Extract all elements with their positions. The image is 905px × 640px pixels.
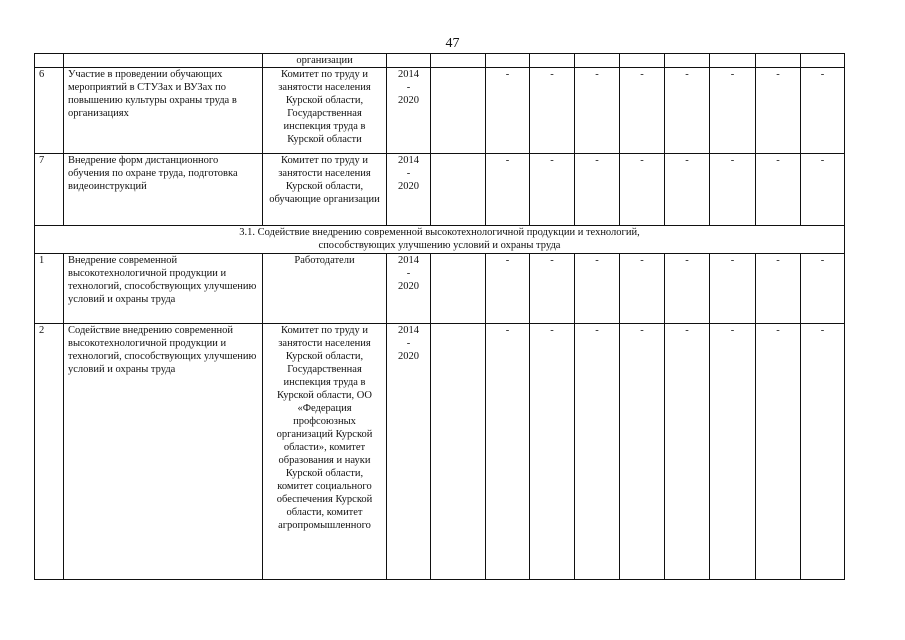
row-number: 6 [35,68,64,154]
year-separator: - [406,338,411,349]
value-cell: - [801,254,845,324]
value-cell: - [665,254,710,324]
period-cell [387,254,431,324]
section-heading [35,226,845,254]
section-heading-row [35,226,845,254]
value-cell: - [710,324,756,580]
year-separator: - [406,82,411,93]
cell-empty [431,68,486,154]
executor-cell: Работодатели [263,254,387,324]
value-cell: - [801,68,845,154]
row-number: 7 [35,154,64,226]
year-start: 2014 [398,255,419,266]
cell-empty [431,254,486,324]
cell-empty [431,154,486,226]
period-cell [387,154,431,226]
value-cell: - [801,324,845,580]
cell-empty [431,324,486,580]
value-cell: - [575,68,620,154]
period-cell [387,68,431,154]
value-cell: - [710,154,756,226]
year-end: 2020 [398,281,419,292]
year-separator: - [406,168,411,179]
carryover-row [35,54,845,68]
value-cell: - [530,324,575,580]
table-row [35,68,845,154]
year-separator: - [406,268,411,279]
year-start: 2014 [398,155,419,166]
value-cell: - [710,254,756,324]
value-cell: - [756,254,801,324]
year-end: 2020 [398,181,419,192]
value-cell: - [620,68,665,154]
value-cell: - [620,154,665,226]
value-cell: - [756,324,801,580]
table-row [35,154,845,226]
page-number: 47 [445,36,460,51]
value-cell: - [620,324,665,580]
measures-table [34,53,845,580]
executor-cell: Комитет по труду и занятости населения Курской области, обучающие организации [263,154,387,226]
value-cell: - [486,324,530,580]
row-number: 2 [35,324,64,580]
value-cell: - [575,324,620,580]
year-start: 2014 [398,69,419,80]
period-cell [387,324,431,580]
value-cell: - [801,154,845,226]
value-cell: - [665,324,710,580]
value-cell: - [530,254,575,324]
measure-cell: Внедрение форм дистанционного обучения по охране труда, подготовка видеоинструкций [64,154,263,226]
executor-cell: Комитет по труду и занятости населения Курской области, Государственная инспекция труда в Курской области, ОО «Федерация профсоюзных организаций Курской области», комитет образования и науки Курской области, комитет социального обеспечения Курской области, комитет агропромышленного [263,324,387,580]
table-row [35,254,845,324]
value-cell: - [665,154,710,226]
value-cell: - [530,68,575,154]
value-cell: - [665,68,710,154]
measure-cell: Участие в проведении обучающих мероприятий в СТУЗах и ВУЗах по повышению культуры охраны труда в организациях [64,68,263,154]
cell-empty [35,54,64,68]
measure-cell: Содействие внедрению современной высокотехнологичной продукции и технологий, способствующих улучшению условий и охраны труда [64,324,263,580]
value-cell: - [756,68,801,154]
year-end: 2020 [398,95,419,106]
cell-empty [64,54,263,68]
table-row [35,324,845,580]
value-cell: - [620,254,665,324]
value-cell: - [756,154,801,226]
value-cell: - [575,154,620,226]
value-cell: - [530,154,575,226]
row-number: 1 [35,254,64,324]
value-cell: - [575,254,620,324]
value-cell: - [486,68,530,154]
value-cell: - [486,154,530,226]
value-cell: - [710,68,756,154]
value-cell: - [486,254,530,324]
measure-cell: Внедрение современной высокотехнологичной продукции и технологий, способствующих улучшению условий и охраны труда [64,254,263,324]
section-title-line1: 3.1. Содействие внедрению современной высокотехнологичной продукции и технологий, [239,227,640,238]
section-title-line2: способствующих улучшению условий и охраны труда [318,240,561,251]
year-end: 2020 [398,351,419,362]
year-start: 2014 [398,325,419,336]
executor-cell: организации [263,54,387,68]
executor-cell: Комитет по труду и занятости населения Курской области, Государственная инспекция труда в Курской области [263,68,387,154]
